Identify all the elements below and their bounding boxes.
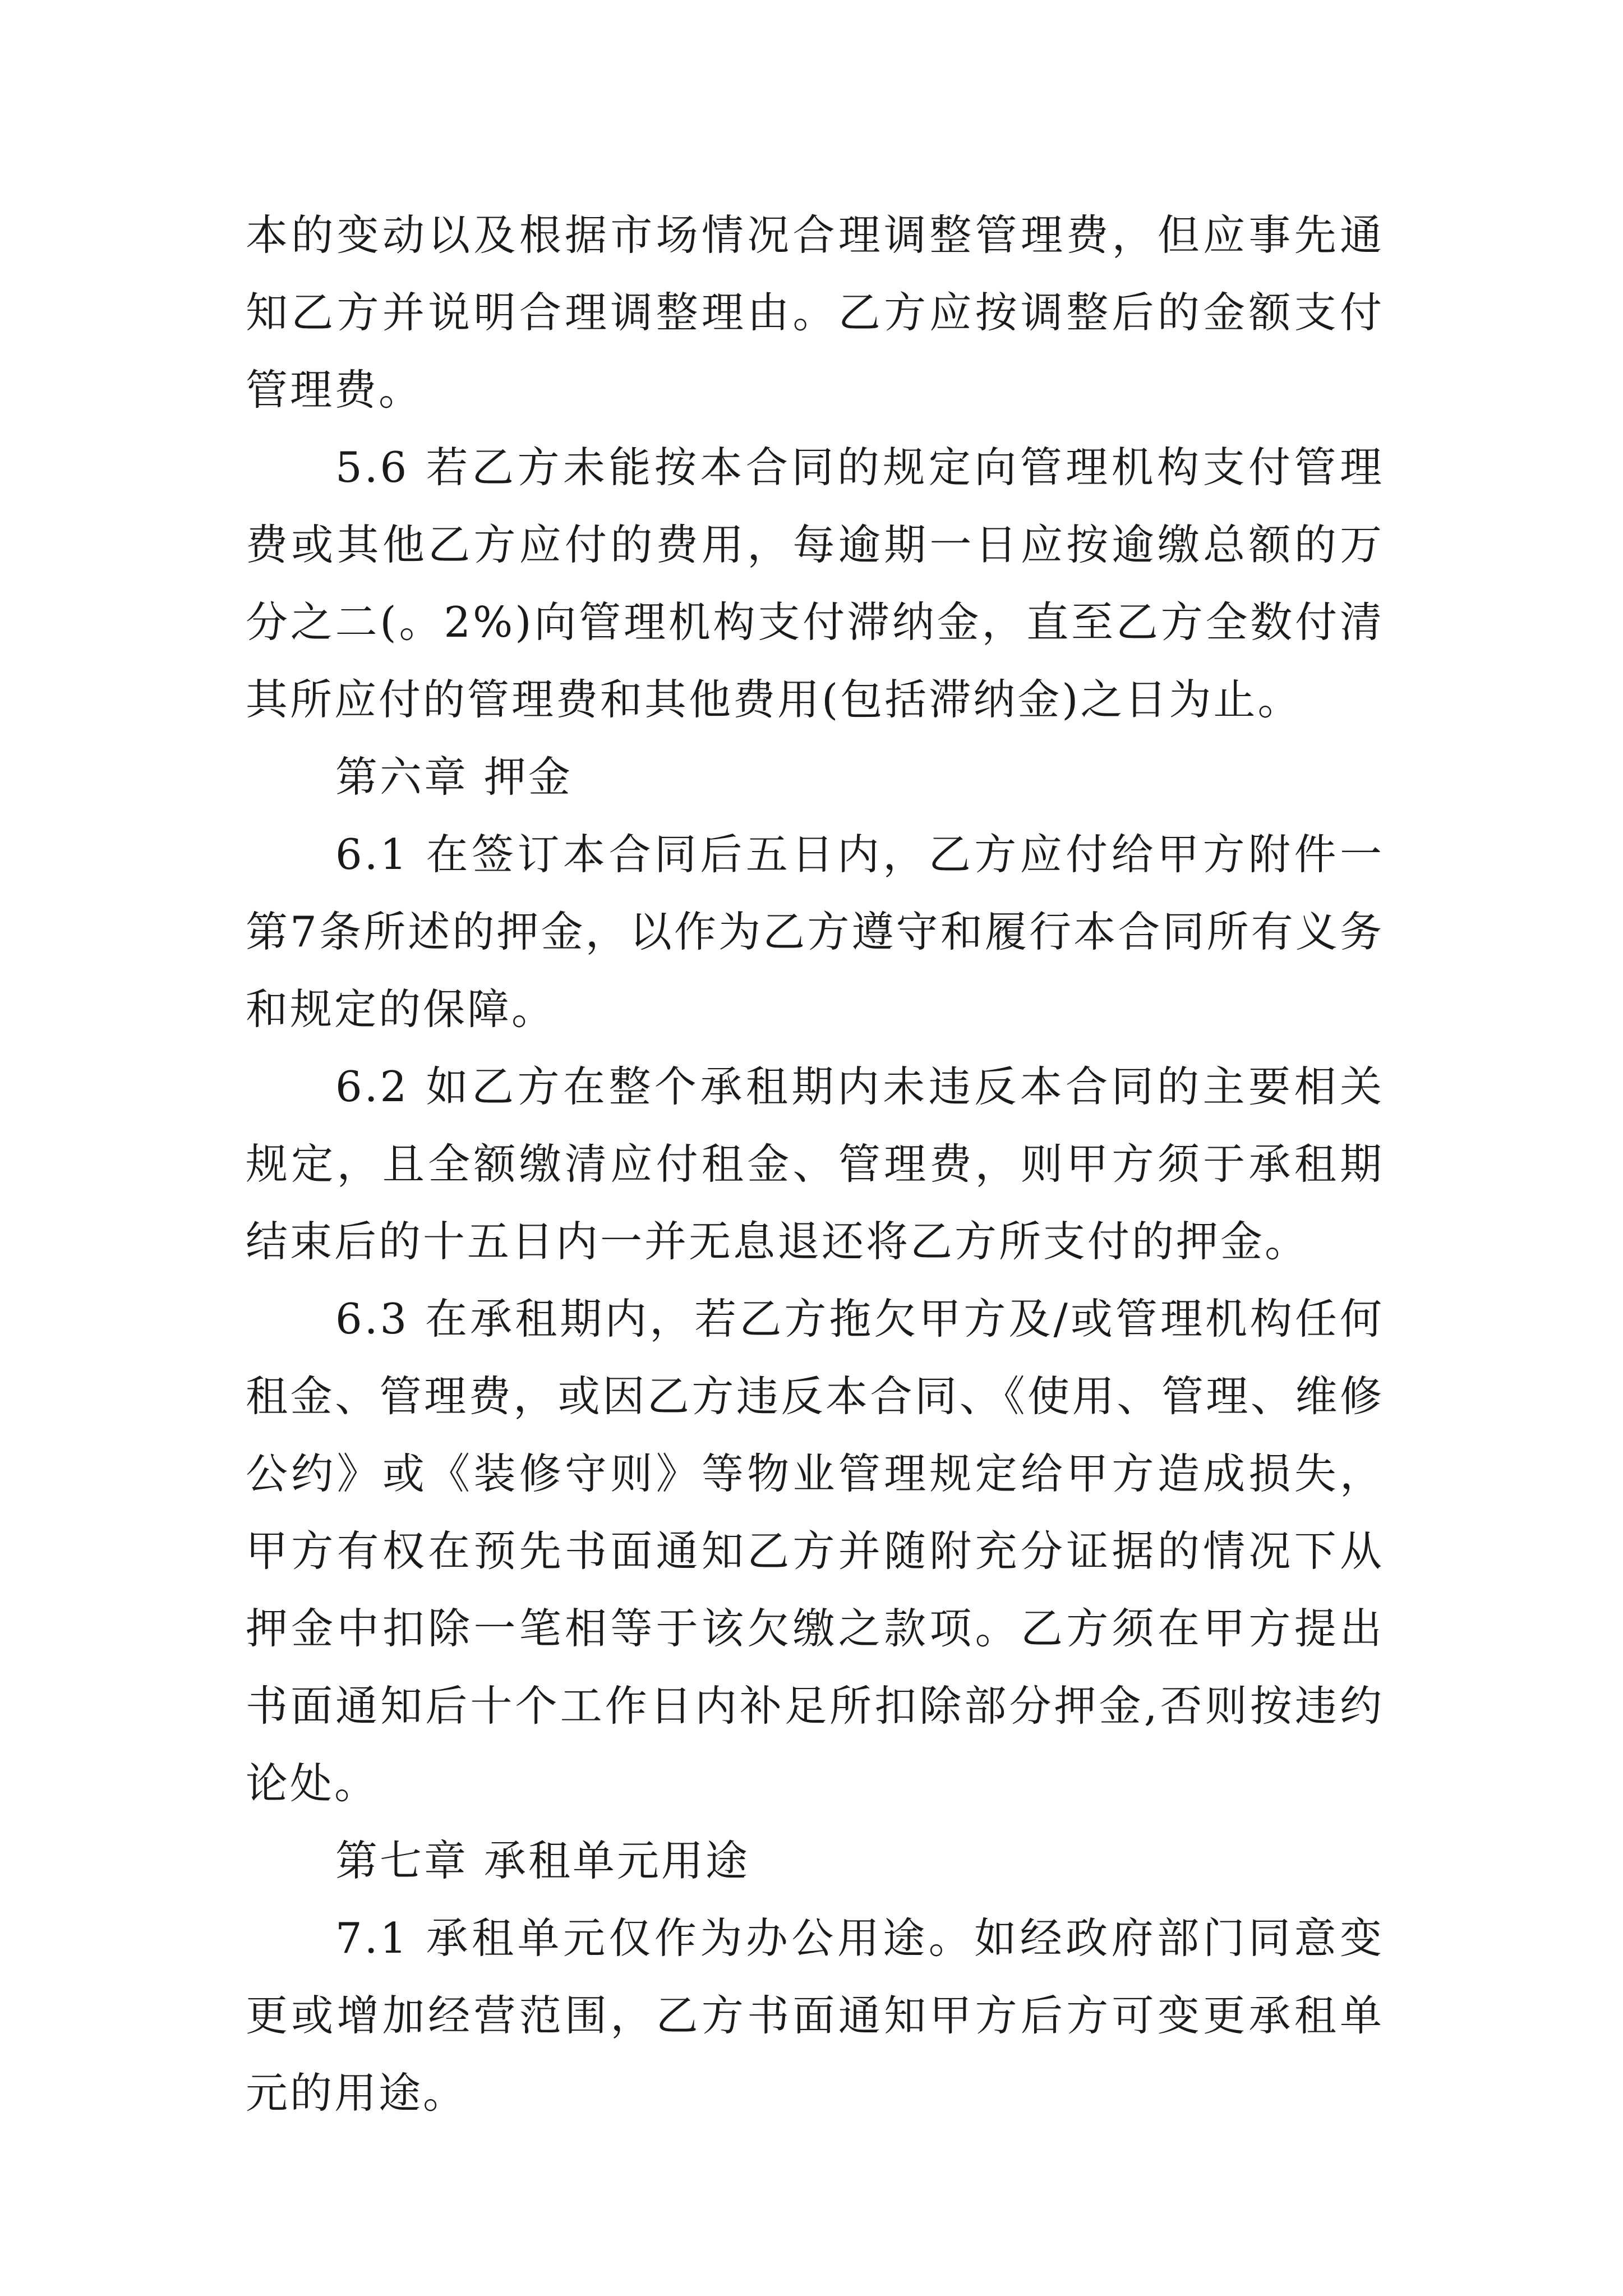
chapter-6-heading: 第六章 押金 bbox=[335, 752, 573, 802]
paragraph-6-3: 6.3 在承租期内，若乙方拖欠甲方及/或管理机构任何租金、管理费，或因乙方违反本合同、《使用、管理、维修公约》或《装修守则》等物业管理规定给甲方造成损失，甲方有权在预先书面通知乙方并随附充分证据的情况下从押金中扣除一笔相等于该欠缴之款项。乙方须在甲方提出书面通知后十个工作日内补足所扣除部分押金,否则按违约论处。 bbox=[246, 1294, 1384, 1808]
paragraph-fee-adjustment: 本的变动以及根据市场情况合理调整管理费，但应事先通知乙方并说明合理调整理由。乙方应按调整后的金额支付管理费。 bbox=[246, 210, 1384, 415]
paragraph-7-1: 7.1 承租单元仅作为办公用途。如经政府部门同意变更或增加经营范围，乙方书面通知甲方后方可变更承租单元的用途。 bbox=[246, 1913, 1384, 2118]
paragraph-5-6: 5.6 若乙方未能按本合同的规定向管理机构支付管理费或其他乙方应付的费用，每逾期一日应按逾缴总额的万分之二(。2%)向管理机构支付滞纳金，直至乙方全数付清其所应付的管理费和其他费用(包括滞纳金)之日为止。 bbox=[246, 443, 1384, 724]
chapter-7-heading: 第七章 承租单元用途 bbox=[335, 1836, 750, 1885]
paragraph-6-1: 6.1 在签订本合同后五日内，乙方应付给甲方附件一第7条所述的押金，以作为乙方遵守和履行本合同所有义务和规定的保障。 bbox=[246, 830, 1384, 1034]
document-body bbox=[246, 196, 1384, 2132]
paragraph-6-2: 6.2 如乙方在整个承租期内未违反本合同的主要相关规定，且全额缴清应付租金、管理费，则甲方须于承租期结束后的十五日内一并无息退还将乙方所支付的押金。 bbox=[246, 1062, 1384, 1266]
